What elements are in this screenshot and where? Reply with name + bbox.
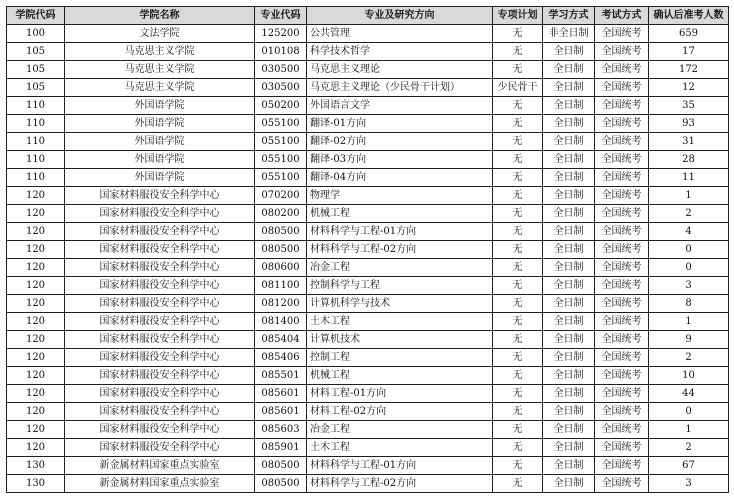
special-plan-cell: 无: [493, 187, 543, 205]
college-code-cell: 120: [7, 223, 65, 241]
study-mode-cell: 全日制: [543, 43, 595, 61]
exam-mode-cell: 全国统考: [595, 133, 649, 151]
study-mode-cell: 全日制: [543, 169, 595, 187]
confirmed-count-cell: 2: [649, 205, 729, 223]
study-mode-cell: 全日制: [543, 457, 595, 475]
college-code-cell: 120: [7, 295, 65, 313]
study-mode-cell: 全日制: [543, 475, 595, 493]
exam-mode-cell: 全国统考: [595, 205, 649, 223]
college-code-cell: 120: [7, 385, 65, 403]
college-code-cell: 110: [7, 97, 65, 115]
confirmed-count-cell: 9: [649, 331, 729, 349]
confirmed-count-cell: 659: [649, 25, 729, 43]
college-name-cell: 国家材料服役安全科学中心: [65, 205, 255, 223]
major-code-cell: 125200: [255, 25, 307, 43]
table-row: [7, 43, 729, 61]
confirmed-count-cell: 2: [649, 349, 729, 367]
study-mode-cell: 全日制: [543, 349, 595, 367]
college-name-cell: 外国语学院: [65, 169, 255, 187]
exam-mode-cell: 全国统考: [595, 277, 649, 295]
admission-table-container: [6, 6, 728, 493]
college-name-cell: 外国语学院: [65, 115, 255, 133]
special-plan-cell: 无: [493, 403, 543, 421]
major-code-cell: 080500: [255, 223, 307, 241]
major-code-cell: 055100: [255, 169, 307, 187]
major-direction-cell: 机械工程: [307, 367, 493, 385]
exam-mode-cell: 全国统考: [595, 169, 649, 187]
table-row: [7, 151, 729, 169]
study-mode-cell: 全日制: [543, 421, 595, 439]
exam-mode-cell: 全国统考: [595, 349, 649, 367]
college-name-cell: 外国语学院: [65, 151, 255, 169]
major-direction-cell: 计算机科学与技术: [307, 295, 493, 313]
exam-mode-cell: 全国统考: [595, 223, 649, 241]
major-code-cell: 085406: [255, 349, 307, 367]
special-plan-cell: 无: [493, 439, 543, 457]
major-code-cell: 085601: [255, 403, 307, 421]
table-row: [7, 295, 729, 313]
college-name-cell: 新金属材料国家重点实验室: [65, 457, 255, 475]
special-plan-cell: 无: [493, 259, 543, 277]
confirmed-count-cell: 44: [649, 385, 729, 403]
study-mode-cell: 全日制: [543, 385, 595, 403]
major-direction-cell: 马克思主义理论（少民骨干计划）: [307, 79, 493, 97]
confirmed-count-cell: 8: [649, 295, 729, 313]
table-row: [7, 385, 729, 403]
exam-mode-cell: 全国统考: [595, 403, 649, 421]
exam-mode-cell: 全国统考: [595, 115, 649, 133]
exam-mode-cell: 全国统考: [595, 385, 649, 403]
college-name-cell: 国家材料服役安全科学中心: [65, 403, 255, 421]
exam-mode-cell: 全国统考: [595, 331, 649, 349]
major-code-cell: 055100: [255, 115, 307, 133]
college-name-cell: 马克思主义学院: [65, 61, 255, 79]
exam-mode-cell: 全国统考: [595, 25, 649, 43]
header-college-code: 学院代码: [7, 7, 65, 25]
major-code-cell: 080500: [255, 475, 307, 493]
header-exam-mode: 考试方式: [595, 7, 649, 25]
table-row: [7, 97, 729, 115]
exam-mode-cell: 全国统考: [595, 187, 649, 205]
major-direction-cell: 翻译-01方向: [307, 115, 493, 133]
major-direction-cell: 材料科学与工程-02方向: [307, 475, 493, 493]
confirmed-count-cell: 11: [649, 169, 729, 187]
major-direction-cell: 马克思主义理论: [307, 61, 493, 79]
college-name-cell: 国家材料服役安全科学中心: [65, 259, 255, 277]
major-code-cell: 030500: [255, 61, 307, 79]
exam-mode-cell: 全国统考: [595, 43, 649, 61]
study-mode-cell: 全日制: [543, 241, 595, 259]
college-code-cell: 105: [7, 79, 65, 97]
exam-mode-cell: 全国统考: [595, 421, 649, 439]
confirmed-count-cell: 10: [649, 367, 729, 385]
major-direction-cell: 冶金工程: [307, 421, 493, 439]
study-mode-cell: 全日制: [543, 259, 595, 277]
table-row: [7, 187, 729, 205]
major-direction-cell: 材料工程-01方向: [307, 385, 493, 403]
major-code-cell: 080500: [255, 241, 307, 259]
study-mode-cell: 全日制: [543, 79, 595, 97]
college-code-cell: 110: [7, 133, 65, 151]
college-name-cell: 国家材料服役安全科学中心: [65, 349, 255, 367]
study-mode-cell: 全日制: [543, 439, 595, 457]
college-code-cell: 120: [7, 331, 65, 349]
exam-mode-cell: 全国统考: [595, 259, 649, 277]
study-mode-cell: 全日制: [543, 187, 595, 205]
study-mode-cell: 全日制: [543, 367, 595, 385]
college-name-cell: 外国语学院: [65, 97, 255, 115]
major-direction-cell: 控制工程: [307, 349, 493, 367]
table-row: [7, 277, 729, 295]
table-row: [7, 79, 729, 97]
college-code-cell: 120: [7, 187, 65, 205]
college-code-cell: 105: [7, 61, 65, 79]
special-plan-cell: 无: [493, 133, 543, 151]
major-direction-cell: 材料科学与工程-02方向: [307, 241, 493, 259]
table-row: [7, 457, 729, 475]
table-row: [7, 403, 729, 421]
confirmed-count-cell: 2: [649, 439, 729, 457]
major-code-cell: 081400: [255, 313, 307, 331]
major-direction-cell: 公共管理: [307, 25, 493, 43]
study-mode-cell: 全日制: [543, 115, 595, 133]
major-direction-cell: 材料科学与工程-01方向: [307, 223, 493, 241]
college-code-cell: 120: [7, 313, 65, 331]
table-row: [7, 241, 729, 259]
college-name-cell: 国家材料服役安全科学中心: [65, 241, 255, 259]
major-code-cell: 085404: [255, 331, 307, 349]
study-mode-cell: 全日制: [543, 331, 595, 349]
table-row: [7, 133, 729, 151]
special-plan-cell: 无: [493, 25, 543, 43]
study-mode-cell: 全日制: [543, 97, 595, 115]
study-mode-cell: 全日制: [543, 61, 595, 79]
special-plan-cell: 少民骨干: [493, 79, 543, 97]
major-direction-cell: 外国语言文学: [307, 97, 493, 115]
header-confirmed-count: 确认后准考人数: [649, 7, 729, 25]
college-code-cell: 100: [7, 25, 65, 43]
confirmed-count-cell: 4: [649, 223, 729, 241]
college-name-cell: 马克思主义学院: [65, 43, 255, 61]
table-row: [7, 25, 729, 43]
major-direction-cell: 土木工程: [307, 439, 493, 457]
special-plan-cell: 无: [493, 277, 543, 295]
special-plan-cell: 无: [493, 421, 543, 439]
college-code-cell: 120: [7, 277, 65, 295]
confirmed-count-cell: 1: [649, 421, 729, 439]
college-code-cell: 120: [7, 367, 65, 385]
major-code-cell: 085501: [255, 367, 307, 385]
table-row: [7, 421, 729, 439]
table-row: [7, 259, 729, 277]
special-plan-cell: 无: [493, 295, 543, 313]
major-direction-cell: 控制科学与工程: [307, 277, 493, 295]
study-mode-cell: 全日制: [543, 151, 595, 169]
confirmed-count-cell: 0: [649, 403, 729, 421]
exam-mode-cell: 全国统考: [595, 457, 649, 475]
special-plan-cell: 无: [493, 241, 543, 259]
special-plan-cell: 无: [493, 151, 543, 169]
college-code-cell: 120: [7, 349, 65, 367]
table-row: [7, 439, 729, 457]
exam-mode-cell: 全国统考: [595, 295, 649, 313]
confirmed-count-cell: 3: [649, 277, 729, 295]
special-plan-cell: 无: [493, 349, 543, 367]
study-mode-cell: 非全日制: [543, 25, 595, 43]
major-code-cell: 085603: [255, 421, 307, 439]
exam-mode-cell: 全国统考: [595, 151, 649, 169]
major-direction-cell: 计算机技术: [307, 331, 493, 349]
college-code-cell: 105: [7, 43, 65, 61]
confirmed-count-cell: 12: [649, 79, 729, 97]
exam-mode-cell: 全国统考: [595, 97, 649, 115]
college-code-cell: 110: [7, 151, 65, 169]
confirmed-count-cell: 1: [649, 187, 729, 205]
study-mode-cell: 全日制: [543, 313, 595, 331]
special-plan-cell: 无: [493, 331, 543, 349]
exam-mode-cell: 全国统考: [595, 79, 649, 97]
major-code-cell: 081100: [255, 277, 307, 295]
major-code-cell: 070200: [255, 187, 307, 205]
header-major-code: 专业代码: [255, 7, 307, 25]
exam-mode-cell: 全国统考: [595, 241, 649, 259]
major-code-cell: 080500: [255, 457, 307, 475]
college-code-cell: 110: [7, 169, 65, 187]
special-plan-cell: 无: [493, 115, 543, 133]
study-mode-cell: 全日制: [543, 295, 595, 313]
table-row: [7, 313, 729, 331]
college-code-cell: 130: [7, 475, 65, 493]
confirmed-count-cell: 0: [649, 259, 729, 277]
confirmed-count-cell: 1: [649, 313, 729, 331]
header-major-direction: 专业及研究方向: [307, 7, 493, 25]
study-mode-cell: 全日制: [543, 277, 595, 295]
table-row: [7, 223, 729, 241]
table-row: [7, 349, 729, 367]
special-plan-cell: 无: [493, 457, 543, 475]
special-plan-cell: 无: [493, 223, 543, 241]
header-college-name: 学院名称: [65, 7, 255, 25]
confirmed-count-cell: 93: [649, 115, 729, 133]
major-direction-cell: 机械工程: [307, 205, 493, 223]
confirmed-count-cell: 17: [649, 43, 729, 61]
college-name-cell: 国家材料服役安全科学中心: [65, 439, 255, 457]
college-code-cell: 120: [7, 241, 65, 259]
college-name-cell: 国家材料服役安全科学中心: [65, 313, 255, 331]
college-code-cell: 120: [7, 403, 65, 421]
exam-mode-cell: 全国统考: [595, 61, 649, 79]
major-direction-cell: 科学技术哲学: [307, 43, 493, 61]
college-name-cell: 新金属材料国家重点实验室: [65, 475, 255, 493]
admission-table: [6, 6, 729, 493]
college-name-cell: 国家材料服役安全科学中心: [65, 187, 255, 205]
header-special-plan: 专项计划: [493, 7, 543, 25]
confirmed-count-cell: 172: [649, 61, 729, 79]
major-direction-cell: 物理学: [307, 187, 493, 205]
major-code-cell: 050200: [255, 97, 307, 115]
college-name-cell: 国家材料服役安全科学中心: [65, 277, 255, 295]
study-mode-cell: 全日制: [543, 133, 595, 151]
confirmed-count-cell: 3: [649, 475, 729, 493]
special-plan-cell: 无: [493, 367, 543, 385]
special-plan-cell: 无: [493, 169, 543, 187]
college-name-cell: 文法学院: [65, 25, 255, 43]
college-name-cell: 马克思主义学院: [65, 79, 255, 97]
major-direction-cell: 冶金工程: [307, 259, 493, 277]
college-code-cell: 120: [7, 205, 65, 223]
table-row: [7, 475, 729, 493]
major-direction-cell: 翻译-04方向: [307, 169, 493, 187]
special-plan-cell: 无: [493, 313, 543, 331]
exam-mode-cell: 全国统考: [595, 313, 649, 331]
major-code-cell: 080200: [255, 205, 307, 223]
major-code-cell: 081200: [255, 295, 307, 313]
college-code-cell: 110: [7, 115, 65, 133]
major-direction-cell: 材料工程-02方向: [307, 403, 493, 421]
college-name-cell: 国家材料服役安全科学中心: [65, 385, 255, 403]
college-code-cell: 130: [7, 457, 65, 475]
table-row: [7, 61, 729, 79]
college-name-cell: 国家材料服役安全科学中心: [65, 295, 255, 313]
table-row: [7, 169, 729, 187]
header-study-mode: 学习方式: [543, 7, 595, 25]
confirmed-count-cell: 67: [649, 457, 729, 475]
major-direction-cell: 翻译-02方向: [307, 133, 493, 151]
special-plan-cell: 无: [493, 475, 543, 493]
major-code-cell: 080600: [255, 259, 307, 277]
major-code-cell: 010108: [255, 43, 307, 61]
confirmed-count-cell: 0: [649, 241, 729, 259]
table-row: [7, 367, 729, 385]
table-row: [7, 115, 729, 133]
confirmed-count-cell: 35: [649, 97, 729, 115]
study-mode-cell: 全日制: [543, 403, 595, 421]
major-code-cell: 085601: [255, 385, 307, 403]
college-code-cell: 120: [7, 421, 65, 439]
major-code-cell: 030500: [255, 79, 307, 97]
confirmed-count-cell: 31: [649, 133, 729, 151]
major-code-cell: 085901: [255, 439, 307, 457]
college-name-cell: 国家材料服役安全科学中心: [65, 223, 255, 241]
major-direction-cell: 土木工程: [307, 313, 493, 331]
table-header-row: [7, 7, 729, 25]
special-plan-cell: 无: [493, 385, 543, 403]
major-code-cell: 055100: [255, 151, 307, 169]
special-plan-cell: 无: [493, 97, 543, 115]
college-code-cell: 120: [7, 439, 65, 457]
college-name-cell: 国家材料服役安全科学中心: [65, 331, 255, 349]
study-mode-cell: 全日制: [543, 223, 595, 241]
exam-mode-cell: 全国统考: [595, 439, 649, 457]
exam-mode-cell: 全国统考: [595, 367, 649, 385]
special-plan-cell: 无: [493, 43, 543, 61]
college-code-cell: 120: [7, 259, 65, 277]
special-plan-cell: 无: [493, 205, 543, 223]
major-code-cell: 055100: [255, 133, 307, 151]
college-name-cell: 国家材料服役安全科学中心: [65, 367, 255, 385]
confirmed-count-cell: 28: [649, 151, 729, 169]
study-mode-cell: 全日制: [543, 205, 595, 223]
table-body: [7, 25, 729, 493]
table-row: [7, 331, 729, 349]
college-name-cell: 外国语学院: [65, 133, 255, 151]
major-direction-cell: 翻译-03方向: [307, 151, 493, 169]
special-plan-cell: 无: [493, 61, 543, 79]
table-row: [7, 205, 729, 223]
exam-mode-cell: 全国统考: [595, 475, 649, 493]
college-name-cell: 国家材料服役安全科学中心: [65, 421, 255, 439]
major-direction-cell: 材料科学与工程-01方向: [307, 457, 493, 475]
